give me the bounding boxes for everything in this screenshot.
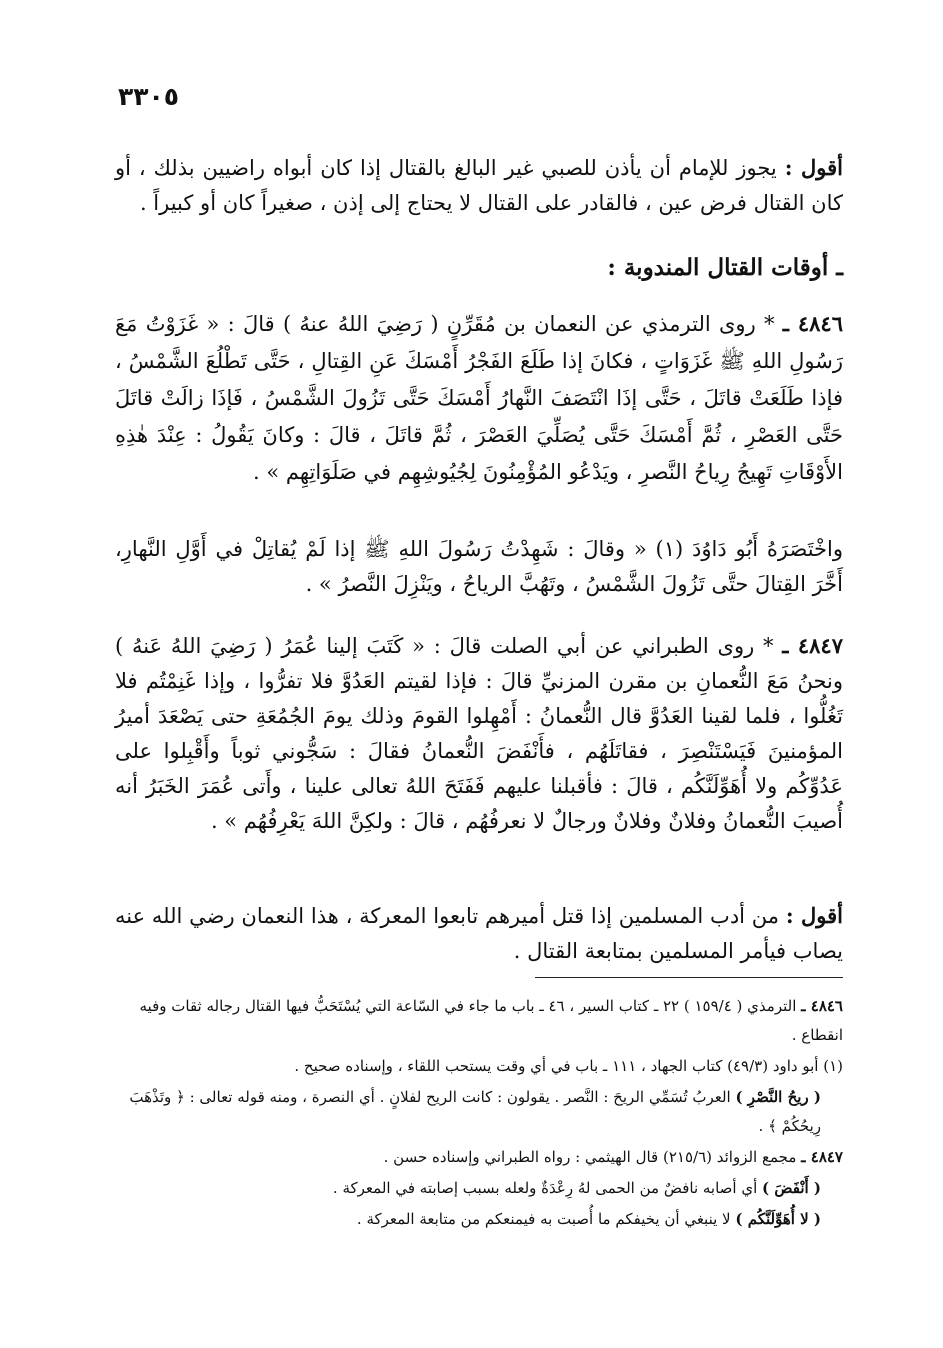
footnote-4846	[103, 992, 843, 1050]
hadith-4846	[115, 305, 843, 491]
hadith-text: * روى الترمذي عن النعمان بن مُقَرِّنٍ ( رَضِيَ اللهُ عنهُ ) قالَ : « غَزَوْتُ مَعَ رَسُولِ اللهِ ﷺ غَزَوَاتٍ ، فكانَ إذا طَلَعَ الفَجْرُ أَمْسَكَ عَنِ القِتالِ ، حَتَّى تَطْلُعَ الشَّمْسُ ، فإذا طَلَعَتْ قاتَلَ ، حَتَّى إذَا انْتَصَفَ النَّهارُ أَمْسَكَ حَتَّى تَزُولَ الشَّمْسُ ، فَإذَا زالَتْ قاتَلَ حَتَّى العَصْرِ ، ثُمَّ أَمْسَكَ حَتَّى يُصَلِّيَ العَصْرَ ، ثُمَّ قاتَلَ ، قالَ : وكانَ يَقُولُ : عِنْدَ هٰذِهِ الأَوْقَاتِ تَهِيجُ رِياحُ النَّصرِ ، ويَدْعُو المُؤْمِنُونَ لِجُيُوشِهِم في صَلَوَاتِهِم » .	[115, 312, 843, 484]
footnote-divider	[535, 977, 843, 978]
gloss-text: لا ينبغي أن يخيفكم ما أُصبت به فيمنعكم من متابعة المعركة .	[356, 1210, 731, 1228]
abu-dawud-paragraph	[115, 532, 843, 602]
footnote-4847	[103, 1143, 843, 1172]
footnote-number: ٤٨٤٧ ـ	[801, 1148, 843, 1166]
footnote-gloss-anfada	[103, 1174, 843, 1203]
paragraph-commentary-1	[115, 150, 843, 221]
commentary-text: من أدب المسلمين إذا قتل أميرهم تابعوا المعركة ، هذا النعمان رضي الله عنه يصاب فيأمر المسلمين بمتابعة القتال .	[115, 904, 843, 963]
commentary-lead: أقول :	[784, 155, 843, 180]
section-heading: ـ أوقات القتال المندوبة :	[607, 254, 843, 281]
footnote-gloss-rih	[103, 1083, 843, 1141]
gloss-term: ( ريحُ النَّصْرِ )	[735, 1088, 821, 1106]
hadith-4847	[115, 628, 843, 839]
footnote-1	[103, 1052, 843, 1081]
footnote-text: مجمع الزوائد (٢١٥/٦) قال الهيثمي : رواه الطبراني وإسناده حسن .	[383, 1148, 797, 1166]
footnote-gloss-ahawwil	[103, 1205, 843, 1234]
footnotes	[103, 992, 843, 1236]
hadith-number: ٤٨٤٧ ـ	[782, 633, 843, 658]
footnote-text: الترمذي ( ١٥٩/٤ ) ٢٢ ـ كتاب السير ، ٤٦ ـ باب ما جاء في السّاعة التي يُسْتَحَبُّ فيها القتال رجاله ثقات وفيه انقطاع .	[139, 997, 843, 1044]
gloss-term: ( أَنْفَضَ )	[762, 1179, 821, 1197]
hadith-text: * روى الطبراني عن أبي الصلت قالَ : « كَتَبَ إلينا عُمَرُ ( رَضِيَ اللهُ عَنهُ ) ونحنُ مَعَ النُّعمانِ بن مقرن المزنيِّ قالَ : فإذا لقيتم العَدُوَّ فلا تفرُّوا ، وإذا غَنِمْتُم فلا تَغُلُّوا ، فلما لقينا العَدُوَّ قال النُّعمانُ : أَمْهِلوا القومَ وذلك يومَ الجُمُعَةِ حتى يَصْعَدَ أميرُ المؤمنينَ فَيَسْتَنْصِرَ ، فقاتَلَهُم ، فأَنْفَضَ النُّعمانُ فقالَ : سَجُّوني ثوباً وأَقْبِلوا على عَدُوِّكُم ولا أُهَوِّلَنَّكُم ، قالَ : فأقبلنا عليهم فَفَتَحَ اللهُ تعالى علينا ، وأَتى عُمَرَ الخَبَرُ أنه أُصيبَ النُّعمانُ وفلانٌ وفلانٌ ورجالٌ لا نعرفُهُم ، قالَ : ولكِنَّ اللهَ يَعْرِفُهُم » .	[115, 634, 843, 833]
footnote-number: ٤٨٤٦ ـ	[801, 997, 843, 1015]
gloss-text: العربُ تُسَمِّي الريحَ : النَّصر . يقولون : كانت الريح لفلانٍ . أي النصرة ، ومنه قوله تعالى : ﴿ وتَذْهَبَ رِيحُكُمْ ﴾ .	[129, 1088, 821, 1135]
abu-dawud-text: واخْتَصَرَهُ أَبُو دَاوُدَ (١) « وقالَ : شَهِدْتُ رَسُولَ اللهِ ﷺ إذا لَمْ يُقاتِلْ في أَوَّلِ النَّهارِ، أَخَّرَ القِتالَ حتَّى تَزُولَ الشَّمْسُ ، وتَهُبَّ الرياحُ ، ويَنْزِلَ النَّصرُ » .	[115, 537, 843, 596]
gloss-term: ( لا أُهَوِّلَنَّكُم )	[735, 1210, 821, 1228]
gloss-text: أي أصابه نافضٌ من الحمى لهُ رِعْدَةٌ ولعله بسبب إصابته في المعركة .	[332, 1179, 758, 1197]
page-number: ٣٣٠٥	[118, 82, 180, 111]
commentary-text: يجوز للإمام أن يأذن للصبي غير البالغ بالقتال إذا كان أبواه راضيين بذلك ، أو كان القتال فرض عين ، فالقادر على القتال لا يحتاج إلى إذن ، صغيراً كان أو كبيراً .	[115, 156, 843, 215]
paragraph-commentary-2	[115, 898, 843, 969]
hadith-number: ٤٨٤٦ ـ	[782, 311, 843, 336]
footnote-text: (١) أبو داود (٤٩/٣) كتاب الجهاد ، ١١١ ـ باب في أي وقت يستحب اللقاء ، وإسناده صحيح .	[294, 1057, 843, 1075]
commentary-lead: أقول :	[785, 903, 844, 928]
